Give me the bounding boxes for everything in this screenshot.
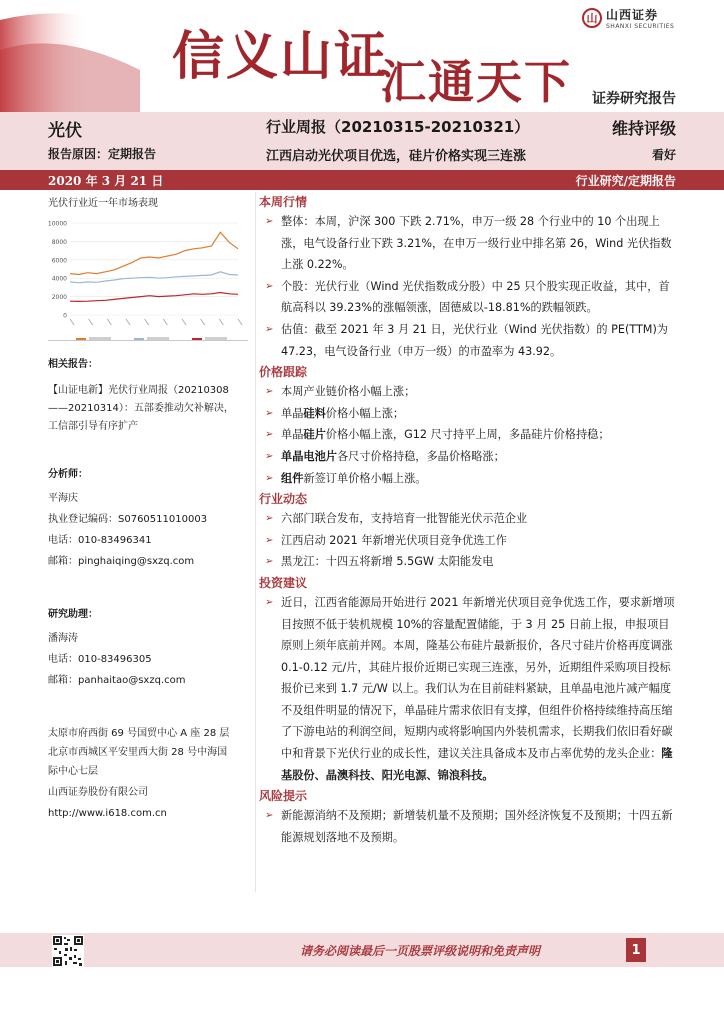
section-investment-advice: 投资建议 [259, 575, 308, 590]
chart-x-tick [145, 319, 149, 325]
price-item-text: 新签订单价格小幅上涨。 [303, 471, 427, 485]
logo-name-en: SHANXI SECURITIES [606, 23, 675, 30]
advice-companies: 隆基股份、晶澳科技、阳光电源、锦浪科技。 [281, 747, 673, 782]
advice-item [259, 592, 679, 786]
disclaimer: 请务必阅读最后一页股票评级说明和免责声明 [300, 944, 541, 958]
chart-x-tick [107, 319, 111, 325]
analyst-head: 分析师： [48, 469, 88, 480]
chart-y-tick-label: 4000 [51, 275, 67, 283]
report-category: 行业研究/定期报告 [575, 174, 676, 188]
week-item [259, 319, 679, 362]
logo-name-cn: 山西证券 [606, 8, 659, 22]
risk-text: 新能源消纳不及预期；新增装机量不及预期；国外经济恢复不及预期；十四五新能源规划落地不及预期。 [281, 809, 673, 844]
price-item-text: 各尺寸价格持稳，多晶价格略涨； [336, 449, 505, 463]
outlook: 看好 [651, 148, 676, 162]
assistant-head: 研究助理： [48, 609, 98, 620]
section-price-tracking: 价格跟踪 [259, 365, 308, 380]
chart-x-tick [182, 319, 186, 325]
chart-series-line [70, 232, 238, 274]
arrow-bullet-icon: ➢ [265, 216, 274, 227]
assistant-name: 潘海涛 [48, 633, 78, 644]
price-item [259, 446, 679, 468]
dynamics-item [259, 508, 679, 530]
arrow-bullet-icon: ➢ [265, 556, 274, 568]
report-type: 证券研究报告 [592, 91, 676, 107]
weekly-title: 行业周报（20210315-20210321） [266, 118, 530, 136]
market-performance-chart [48, 215, 244, 347]
section-risk-warning: 风险提示 [259, 789, 308, 804]
chart-x-tick [238, 319, 242, 325]
advice-text: 近日，江西省能源局开始进行 2021 年新增光伏项目竞争优选工作，要求新增项目按照不低于装机规模 10%的容量配置储能，于 3 月 25 日前上报，申报项目原则上须年底前并网。本周，隆基公布硅片最新报价，各尺寸硅片价格再度调涨 0.1-0.12 元/片，其硅片报价近期已实现三连涨，另外，近期组件采购项目投标报价已来到 1.7 元/W 以上。我们认为在目前硅料紧缺，且单晶电池片减产幅度不及组件明显的情况下，单晶硅片需求依旧有支撑，但组件价格持续维持高压缩了下游电站的利润空间，短期内或将影响国内外装机需求，长期我们依旧看好碳中和背景下光伏行业的成长性，建议关注具备成本及市占率优势的龙头企业： [281, 595, 675, 761]
analyst-email[interactable]: 邮箱：pinghaiqing@sxzq.com [48, 556, 195, 567]
logo-mark-icon: 山 [582, 8, 602, 28]
header-banner [0, 0, 724, 112]
week-item [259, 211, 679, 276]
week-item [259, 276, 679, 319]
arrow-bullet-icon: ➢ [265, 386, 274, 398]
price-item-product: 硅片 [303, 428, 326, 442]
chart-title: 光伏行业近一年市场表现 [48, 198, 158, 209]
page-number: 1 [626, 938, 646, 962]
related-line[interactable]: 工信部引导有序扩产 [48, 421, 138, 432]
company-website-link[interactable]: http://www.i618.com.cn [48, 808, 167, 819]
chart-x-tick [163, 319, 167, 325]
analyst-name: 平海庆 [48, 493, 78, 504]
related-reports [48, 356, 248, 436]
sidebar-divider [48, 340, 248, 341]
company-logo [582, 6, 674, 30]
dynamics-item [259, 551, 679, 573]
assistant-email[interactable]: 邮箱：panhaitao@sxzq.com [48, 675, 186, 686]
company-name: 山西证券股份有限公司 [48, 787, 148, 798]
arrow-bullet-icon: ➢ [265, 534, 274, 546]
rating: 维持评级 [611, 119, 676, 138]
headline: 江西启动光伏项目优选，硅片价格实现三连涨 [266, 149, 527, 164]
price-item [259, 468, 679, 490]
industry-name: 光伏 [48, 121, 82, 141]
price-item [259, 424, 679, 446]
chart-x-tick [70, 319, 74, 325]
sidebar-chart-block [48, 192, 248, 350]
dynamics-item-text: 六部门联合发布，支持培育一批智能光伏示范企业 [281, 512, 528, 526]
chart-y-tick-label: 6000 [51, 257, 67, 265]
chart-x-tick [201, 319, 205, 325]
dynamics-item [259, 530, 679, 552]
analyst-info [48, 466, 248, 571]
arrow-bullet-icon: ➢ [265, 810, 274, 822]
price-item [259, 403, 679, 425]
price-item-text: 价格小幅上涨，G12 尺寸持平上周，多晶硅片价格持稳； [325, 428, 610, 442]
assistant-info [48, 606, 248, 690]
price-item-text: 价格小幅上涨； [325, 406, 405, 420]
price-item-product: 硅料 [303, 406, 326, 420]
chart-x-tick [219, 319, 223, 325]
chart-y-tick-label: 8000 [51, 238, 67, 246]
arrow-bullet-icon: ➢ [265, 407, 274, 419]
chart-y-tick-label: 0 [63, 312, 67, 320]
arrow-bullet-icon: ➢ [265, 450, 274, 462]
chart-x-tick [126, 319, 130, 325]
chart-y-tick-label: 10000 [48, 220, 67, 228]
price-item-text: 本周产业链价格小幅上涨； [281, 385, 416, 399]
chart-x-tick [89, 319, 93, 325]
address-line: 太原市府西街 69 号国贸中心 A 座 28 层 [48, 728, 230, 739]
company-address [48, 724, 248, 823]
week-item-text: 整体：本周，沪深 300 下跌 2.71%，申万一级 28 个行业中的 10 个出现上涨，电气设备行业下跌 3.21%，在申万一级行业中排名第 26，Wind 光伏指数上涨 0.22%。 [281, 215, 672, 272]
chart-series-line [70, 293, 238, 302]
arrow-bullet-icon: ➢ [265, 429, 274, 441]
price-item-prefix: 单晶 [281, 406, 304, 420]
price-item-product: 单晶电池片 [281, 449, 337, 463]
price-item-product: 组件 [281, 471, 304, 485]
price-item [259, 381, 679, 403]
slogan-right: 汇通天下 [380, 55, 572, 109]
analyst-license: 执业登记编码：S0760511010003 [48, 514, 208, 525]
section-weekly-market: 本周行情 [259, 195, 308, 209]
risk-item [259, 805, 679, 848]
related-head: 相关报告： [48, 359, 98, 370]
week-item-text: 估值：截至 2021 年 3 月 21 日，光伏行业（Wind 光伏指数）的 PE(TTM)为 47.23，电气设备行业（申万一级）的市盈率为 43.92。 [281, 322, 668, 358]
qr-code-icon[interactable] [52, 935, 84, 967]
main-content [259, 192, 679, 848]
address-line: 际中心七层 [48, 766, 98, 777]
chart-y-tick-label: 2000 [51, 294, 67, 302]
report-date: 2020 年 3 月 21 日 [48, 174, 164, 188]
dynamics-item-text: 江西启动 2021 年新增光伏项目竞争优选工作 [281, 533, 507, 547]
price-item-prefix: 单晶 [281, 428, 304, 442]
slogan-left: 信义山证 [172, 26, 389, 87]
related-line[interactable]: 【山证电新】光伏行业周报（20210308 [48, 385, 229, 396]
analyst-phone: 电话：010-83496341 [48, 535, 152, 546]
arrow-bullet-icon: ➢ [265, 513, 274, 525]
arrow-bullet-icon: ➢ [265, 280, 274, 292]
address-line: 北京市西城区平安里西大街 28 号中海国 [48, 747, 228, 758]
related-line[interactable]: ——20210314）：五部委推动欠补解决， [48, 403, 234, 414]
arrow-bullet-icon: ➢ [265, 472, 274, 484]
week-item-text: 个股：光伏行业（Wind 光伏指数成分股）中 25 只个股实现正收益，其中，首航高科以 39.23%的涨幅领涨，固德威以-18.81%的跌幅领跌。 [281, 279, 670, 315]
arrow-bullet-icon: ➢ [265, 596, 274, 608]
dynamics-item-text: 黑龙江：十四五将新增 5.5GW 太阳能发电 [281, 555, 494, 569]
column-separator [255, 192, 256, 892]
arrow-bullet-icon: ➢ [265, 323, 274, 335]
assistant-phone: 电话：010-83496305 [48, 654, 152, 665]
section-industry-dynamics: 行业动态 [259, 492, 308, 507]
report-reason: 报告原因：定期报告 [48, 147, 157, 161]
